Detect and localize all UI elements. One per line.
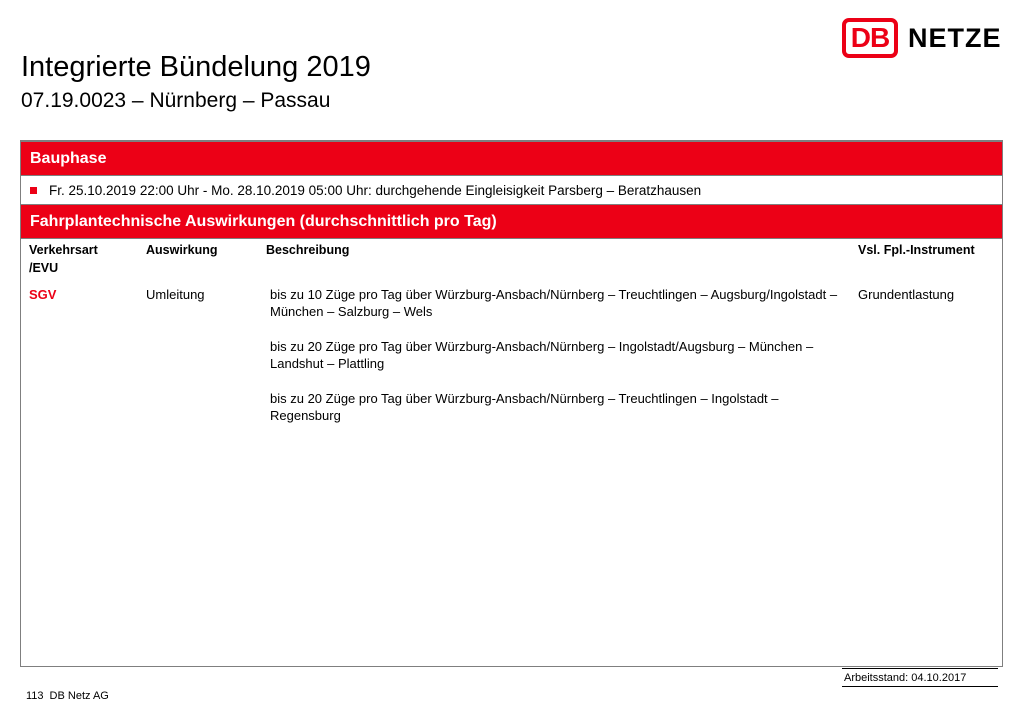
description-item: bis zu 10 Züge pro Tag über Würzburg-Ansbach/Nürnberg – Treuchtlingen – Augsburg/Ingolstadt – München – Salzburg – Wels: [270, 287, 838, 319]
footer: [26, 690, 109, 702]
bauphase-item: [21, 176, 1002, 204]
page-title: Integrierte Bündelung 2019: [21, 51, 371, 83]
logo-word: NETZE: [908, 22, 1002, 53]
column-header-beschreibung: Beschreibung: [266, 243, 350, 257]
content-frame: [20, 140, 1003, 667]
db-netze-logo: [842, 18, 1002, 58]
column-header-verkehrsart: Verkehrsart /EVU: [29, 243, 98, 275]
column-header-instrument: Vsl. Fpl.-Instrument: [858, 243, 975, 257]
row-instrument: Grundentlastung: [858, 287, 955, 302]
description-item: bis zu 20 Züge pro Tag über Würzburg-Ansbach/Nürnberg – Treuchtlingen – Ingolstadt – Regensburg: [270, 391, 779, 423]
row-auswirkung: Umleitung: [146, 287, 205, 302]
footer-company: DB Netz AG: [49, 690, 109, 702]
bullet-square-icon: [30, 187, 37, 194]
db-logo-mark: DB: [842, 18, 898, 58]
row-verkehrsart: SGV: [29, 287, 57, 302]
bauphase-heading: Bauphase: [21, 141, 1002, 176]
page-number: 113: [26, 690, 44, 702]
auswirkungen-heading: Fahrplantechnische Auswirkungen (durchschnittlich pro Tag): [21, 204, 1002, 239]
page-subtitle: 07.19.0023 – Nürnberg – Passau: [21, 89, 331, 112]
row-beschreibung: [270, 286, 850, 442]
column-header-auswirkung: Auswirkung: [146, 243, 218, 257]
description-item: bis zu 20 Züge pro Tag über Würzburg-Ansbach/Nürnberg – Ingolstadt/Augsburg – München –Landshut – Plattling: [270, 339, 814, 371]
bauphase-item-text: Fr. 25.10.2019 22:00 Uhr - Mo. 28.10.2019 05:00 Uhr: durchgehende Eingleisigkeit Parsberg – Beratzhausen: [49, 182, 702, 198]
arbeitsstand: Arbeitsstand: 04.10.2017: [842, 668, 998, 687]
